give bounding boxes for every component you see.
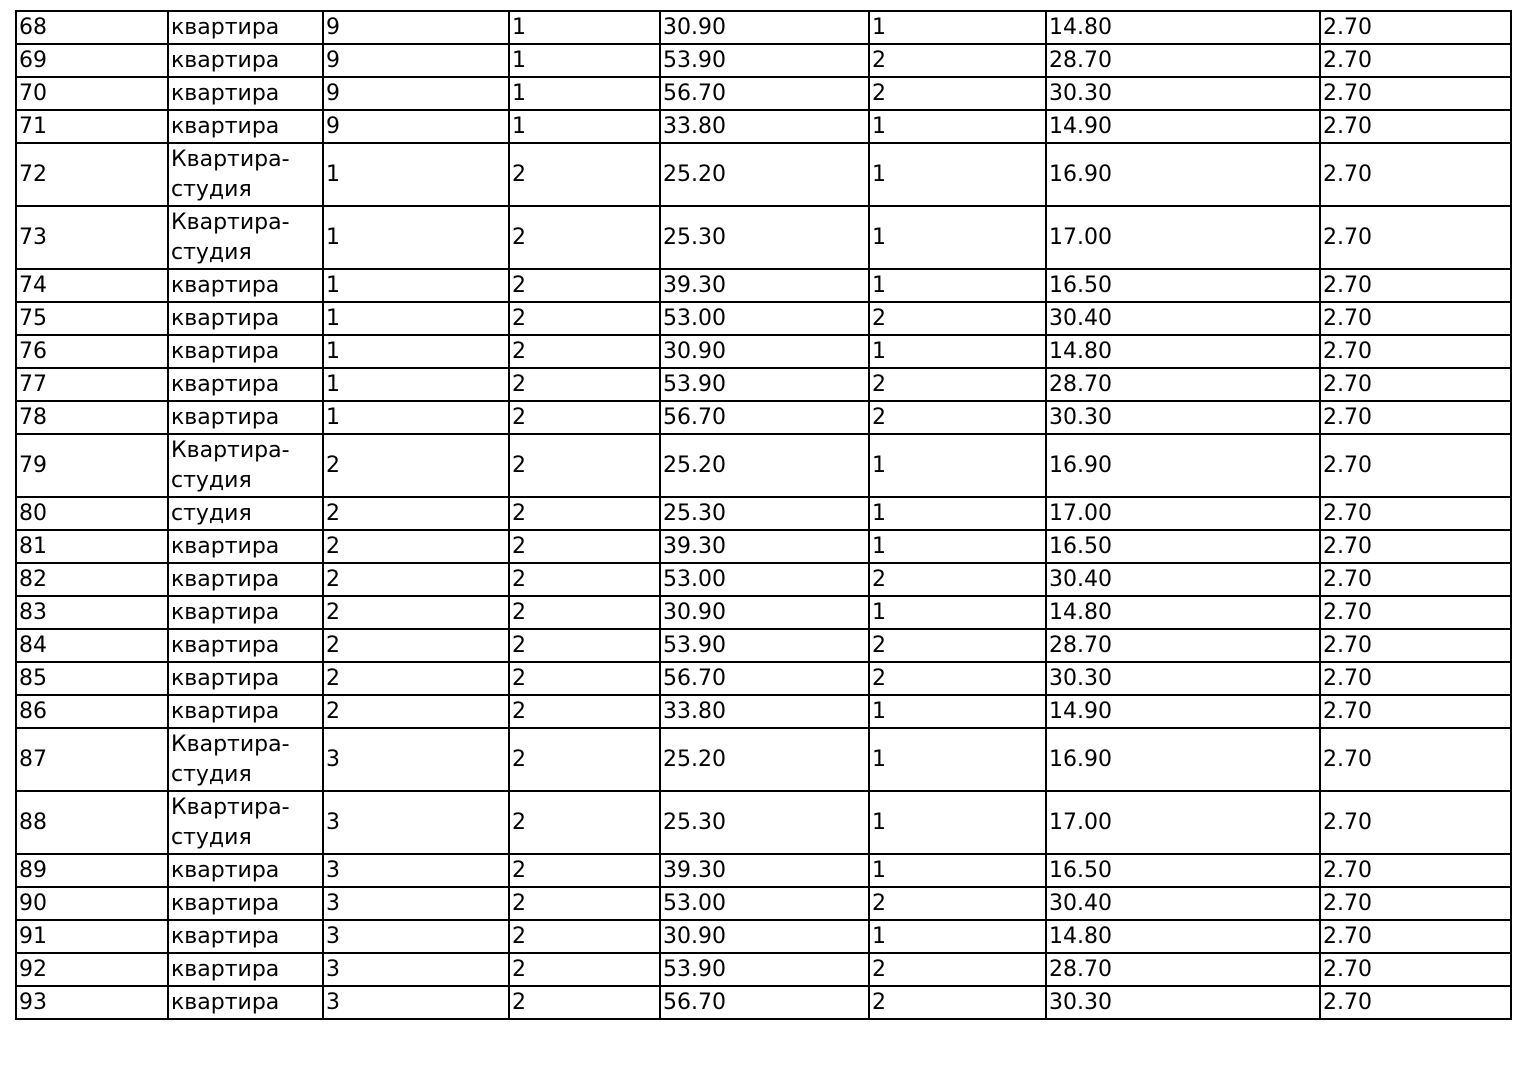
cell-floor: 9: [323, 110, 509, 143]
cell-living-area: 30.30: [1046, 662, 1320, 695]
table-body: [16, 11, 1511, 1019]
cell-type: квартира: [168, 596, 323, 629]
cell-living-area: 28.70: [1046, 953, 1320, 986]
cell-type: Квартира-студия: [168, 728, 323, 791]
cell-floor: 3: [323, 887, 509, 920]
table-row: [16, 887, 1511, 920]
cell-section: 2: [509, 854, 660, 887]
cell-rooms: 2: [869, 986, 1046, 1019]
cell-section: 2: [509, 206, 660, 269]
cell-rooms: 2: [869, 77, 1046, 110]
cell-total-area: 53.90: [660, 953, 869, 986]
cell-number: 81: [16, 530, 168, 563]
cell-ceiling-height: 2.70: [1320, 401, 1511, 434]
table-row: [16, 77, 1511, 110]
cell-living-area: 14.90: [1046, 695, 1320, 728]
cell-section: 2: [509, 596, 660, 629]
table-row: [16, 11, 1511, 44]
cell-number: 75: [16, 302, 168, 335]
cell-type: квартира: [168, 920, 323, 953]
cell-living-area: 16.50: [1046, 530, 1320, 563]
table-row: [16, 953, 1511, 986]
cell-ceiling-height: 2.70: [1320, 302, 1511, 335]
cell-ceiling-height: 2.70: [1320, 11, 1511, 44]
table-row: [16, 728, 1511, 791]
cell-living-area: 14.80: [1046, 920, 1320, 953]
cell-total-area: 39.30: [660, 269, 869, 302]
cell-rooms: 1: [869, 728, 1046, 791]
cell-living-area: 16.50: [1046, 269, 1320, 302]
cell-ceiling-height: 2.70: [1320, 887, 1511, 920]
cell-total-area: 30.90: [660, 335, 869, 368]
cell-total-area: 53.00: [660, 887, 869, 920]
cell-rooms: 1: [869, 269, 1046, 302]
table-row: [16, 110, 1511, 143]
cell-ceiling-height: 2.70: [1320, 728, 1511, 791]
cell-floor: 2: [323, 434, 509, 497]
cell-type: Квартира-студия: [168, 791, 323, 854]
cell-rooms: 2: [869, 563, 1046, 596]
cell-floor: 2: [323, 530, 509, 563]
cell-total-area: 39.30: [660, 530, 869, 563]
cell-section: 2: [509, 986, 660, 1019]
cell-type: квартира: [168, 986, 323, 1019]
cell-section: 2: [509, 530, 660, 563]
cell-number: 88: [16, 791, 168, 854]
cell-number: 87: [16, 728, 168, 791]
cell-ceiling-height: 2.70: [1320, 77, 1511, 110]
cell-section: 2: [509, 563, 660, 596]
cell-floor: 1: [323, 143, 509, 206]
cell-total-area: 25.30: [660, 497, 869, 530]
table-row: [16, 629, 1511, 662]
cell-total-area: 53.90: [660, 368, 869, 401]
cell-section: 2: [509, 695, 660, 728]
cell-total-area: 25.30: [660, 206, 869, 269]
cell-total-area: 33.80: [660, 110, 869, 143]
apartment-table: [15, 10, 1512, 1020]
cell-number: 92: [16, 953, 168, 986]
cell-type: квартира: [168, 887, 323, 920]
cell-ceiling-height: 2.70: [1320, 110, 1511, 143]
cell-number: 82: [16, 563, 168, 596]
cell-living-area: 14.80: [1046, 335, 1320, 368]
cell-rooms: 1: [869, 110, 1046, 143]
cell-rooms: 1: [869, 695, 1046, 728]
cell-section: 1: [509, 44, 660, 77]
cell-floor: 3: [323, 986, 509, 1019]
cell-rooms: 1: [869, 596, 1046, 629]
cell-number: 80: [16, 497, 168, 530]
table-row: [16, 662, 1511, 695]
cell-total-area: 56.70: [660, 662, 869, 695]
cell-section: 2: [509, 728, 660, 791]
cell-total-area: 25.20: [660, 728, 869, 791]
cell-number: 90: [16, 887, 168, 920]
cell-ceiling-height: 2.70: [1320, 791, 1511, 854]
cell-floor: 9: [323, 11, 509, 44]
table-row: [16, 854, 1511, 887]
cell-ceiling-height: 2.70: [1320, 563, 1511, 596]
cell-type: Квартира-студия: [168, 206, 323, 269]
cell-ceiling-height: 2.70: [1320, 368, 1511, 401]
cell-number: 77: [16, 368, 168, 401]
cell-total-area: 56.70: [660, 986, 869, 1019]
cell-rooms: 1: [869, 854, 1046, 887]
cell-living-area: 16.90: [1046, 434, 1320, 497]
cell-rooms: 2: [869, 887, 1046, 920]
cell-floor: 1: [323, 368, 509, 401]
cell-living-area: 30.40: [1046, 563, 1320, 596]
cell-ceiling-height: 2.70: [1320, 44, 1511, 77]
cell-type: квартира: [168, 662, 323, 695]
cell-living-area: 14.90: [1046, 110, 1320, 143]
table-row: [16, 563, 1511, 596]
cell-rooms: 1: [869, 434, 1046, 497]
cell-ceiling-height: 2.70: [1320, 986, 1511, 1019]
cell-rooms: 1: [869, 143, 1046, 206]
cell-number: 72: [16, 143, 168, 206]
cell-rooms: 2: [869, 662, 1046, 695]
table-row: [16, 401, 1511, 434]
cell-number: 91: [16, 920, 168, 953]
cell-section: 2: [509, 335, 660, 368]
cell-type: квартира: [168, 11, 323, 44]
cell-type: квартира: [168, 953, 323, 986]
cell-floor: 2: [323, 563, 509, 596]
cell-total-area: 53.00: [660, 302, 869, 335]
table-row: [16, 269, 1511, 302]
cell-floor: 2: [323, 497, 509, 530]
cell-ceiling-height: 2.70: [1320, 596, 1511, 629]
cell-type: квартира: [168, 302, 323, 335]
cell-floor: 2: [323, 596, 509, 629]
cell-living-area: 28.70: [1046, 368, 1320, 401]
cell-section: 1: [509, 11, 660, 44]
cell-total-area: 39.30: [660, 854, 869, 887]
cell-living-area: 14.80: [1046, 11, 1320, 44]
cell-total-area: 25.20: [660, 143, 869, 206]
cell-floor: 9: [323, 44, 509, 77]
cell-ceiling-height: 2.70: [1320, 335, 1511, 368]
cell-total-area: 25.20: [660, 434, 869, 497]
cell-number: 79: [16, 434, 168, 497]
cell-rooms: 1: [869, 920, 1046, 953]
cell-floor: 3: [323, 854, 509, 887]
table-row: [16, 791, 1511, 854]
apartment-table-container: [15, 10, 1512, 1020]
table-row: [16, 530, 1511, 563]
cell-floor: 3: [323, 791, 509, 854]
cell-number: 70: [16, 77, 168, 110]
cell-rooms: 1: [869, 206, 1046, 269]
cell-type: квартира: [168, 44, 323, 77]
cell-number: 84: [16, 629, 168, 662]
cell-floor: 1: [323, 401, 509, 434]
cell-living-area: 16.50: [1046, 854, 1320, 887]
cell-rooms: 2: [869, 302, 1046, 335]
cell-ceiling-height: 2.70: [1320, 530, 1511, 563]
cell-living-area: 17.00: [1046, 206, 1320, 269]
cell-section: 2: [509, 434, 660, 497]
table-row: [16, 986, 1511, 1019]
cell-type: квартира: [168, 368, 323, 401]
cell-type: Квартира-студия: [168, 143, 323, 206]
cell-ceiling-height: 2.70: [1320, 695, 1511, 728]
cell-living-area: 17.00: [1046, 497, 1320, 530]
cell-rooms: 1: [869, 530, 1046, 563]
cell-section: 2: [509, 791, 660, 854]
cell-rooms: 2: [869, 953, 1046, 986]
cell-section: 2: [509, 887, 660, 920]
cell-living-area: 28.70: [1046, 44, 1320, 77]
cell-floor: 1: [323, 269, 509, 302]
cell-total-area: 56.70: [660, 77, 869, 110]
cell-number: 74: [16, 269, 168, 302]
cell-number: 83: [16, 596, 168, 629]
cell-ceiling-height: 2.70: [1320, 497, 1511, 530]
cell-rooms: 1: [869, 497, 1046, 530]
cell-number: 71: [16, 110, 168, 143]
cell-total-area: 33.80: [660, 695, 869, 728]
cell-ceiling-height: 2.70: [1320, 920, 1511, 953]
table-row: [16, 695, 1511, 728]
cell-number: 85: [16, 662, 168, 695]
cell-number: 68: [16, 11, 168, 44]
cell-rooms: 1: [869, 335, 1046, 368]
cell-ceiling-height: 2.70: [1320, 854, 1511, 887]
cell-type: квартира: [168, 563, 323, 596]
cell-living-area: 17.00: [1046, 791, 1320, 854]
cell-type: квартира: [168, 110, 323, 143]
cell-rooms: 1: [869, 791, 1046, 854]
table-row: [16, 143, 1511, 206]
cell-total-area: 30.90: [660, 920, 869, 953]
cell-section: 2: [509, 497, 660, 530]
cell-rooms: 2: [869, 368, 1046, 401]
cell-type: квартира: [168, 401, 323, 434]
cell-total-area: 56.70: [660, 401, 869, 434]
cell-type: квартира: [168, 530, 323, 563]
cell-living-area: 16.90: [1046, 143, 1320, 206]
cell-number: 76: [16, 335, 168, 368]
cell-ceiling-height: 2.70: [1320, 269, 1511, 302]
cell-total-area: 53.90: [660, 44, 869, 77]
cell-number: 73: [16, 206, 168, 269]
cell-type: квартира: [168, 629, 323, 662]
table-row: [16, 497, 1511, 530]
cell-living-area: 30.40: [1046, 302, 1320, 335]
cell-floor: 2: [323, 629, 509, 662]
cell-total-area: 30.90: [660, 11, 869, 44]
cell-type: Квартира-студия: [168, 434, 323, 497]
cell-rooms: 2: [869, 629, 1046, 662]
cell-living-area: 16.90: [1046, 728, 1320, 791]
cell-floor: 2: [323, 695, 509, 728]
cell-living-area: 14.80: [1046, 596, 1320, 629]
cell-floor: 1: [323, 302, 509, 335]
cell-rooms: 2: [869, 401, 1046, 434]
cell-type: квартира: [168, 695, 323, 728]
table-row: [16, 206, 1511, 269]
cell-section: 2: [509, 401, 660, 434]
table-row: [16, 368, 1511, 401]
table-row: [16, 44, 1511, 77]
cell-section: 2: [509, 920, 660, 953]
cell-section: 2: [509, 953, 660, 986]
cell-floor: 2: [323, 662, 509, 695]
cell-living-area: 28.70: [1046, 629, 1320, 662]
cell-floor: 1: [323, 335, 509, 368]
cell-living-area: 30.40: [1046, 887, 1320, 920]
cell-section: 2: [509, 629, 660, 662]
cell-type: квартира: [168, 335, 323, 368]
cell-type: квартира: [168, 77, 323, 110]
table-row: [16, 596, 1511, 629]
table-row: [16, 434, 1511, 497]
cell-number: 93: [16, 986, 168, 1019]
cell-living-area: 30.30: [1046, 401, 1320, 434]
cell-section: 1: [509, 77, 660, 110]
cell-floor: 3: [323, 953, 509, 986]
cell-ceiling-height: 2.70: [1320, 206, 1511, 269]
cell-section: 2: [509, 662, 660, 695]
cell-type: квартира: [168, 854, 323, 887]
cell-living-area: 30.30: [1046, 77, 1320, 110]
cell-section: 2: [509, 368, 660, 401]
cell-number: 69: [16, 44, 168, 77]
cell-number: 78: [16, 401, 168, 434]
cell-section: 2: [509, 143, 660, 206]
cell-living-area: 30.30: [1046, 986, 1320, 1019]
cell-number: 86: [16, 695, 168, 728]
cell-ceiling-height: 2.70: [1320, 434, 1511, 497]
cell-floor: 9: [323, 77, 509, 110]
cell-ceiling-height: 2.70: [1320, 662, 1511, 695]
cell-type: квартира: [168, 269, 323, 302]
cell-section: 2: [509, 269, 660, 302]
cell-ceiling-height: 2.70: [1320, 143, 1511, 206]
cell-total-area: 53.00: [660, 563, 869, 596]
table-row: [16, 920, 1511, 953]
cell-rooms: 2: [869, 44, 1046, 77]
cell-ceiling-height: 2.70: [1320, 953, 1511, 986]
cell-ceiling-height: 2.70: [1320, 629, 1511, 662]
cell-total-area: 25.30: [660, 791, 869, 854]
cell-section: 2: [509, 302, 660, 335]
table-row: [16, 335, 1511, 368]
cell-total-area: 53.90: [660, 629, 869, 662]
cell-floor: 3: [323, 728, 509, 791]
cell-section: 1: [509, 110, 660, 143]
cell-number: 89: [16, 854, 168, 887]
cell-floor: 3: [323, 920, 509, 953]
cell-floor: 1: [323, 206, 509, 269]
cell-total-area: 30.90: [660, 596, 869, 629]
table-row: [16, 302, 1511, 335]
cell-rooms: 1: [869, 11, 1046, 44]
cell-type: студия: [168, 497, 323, 530]
